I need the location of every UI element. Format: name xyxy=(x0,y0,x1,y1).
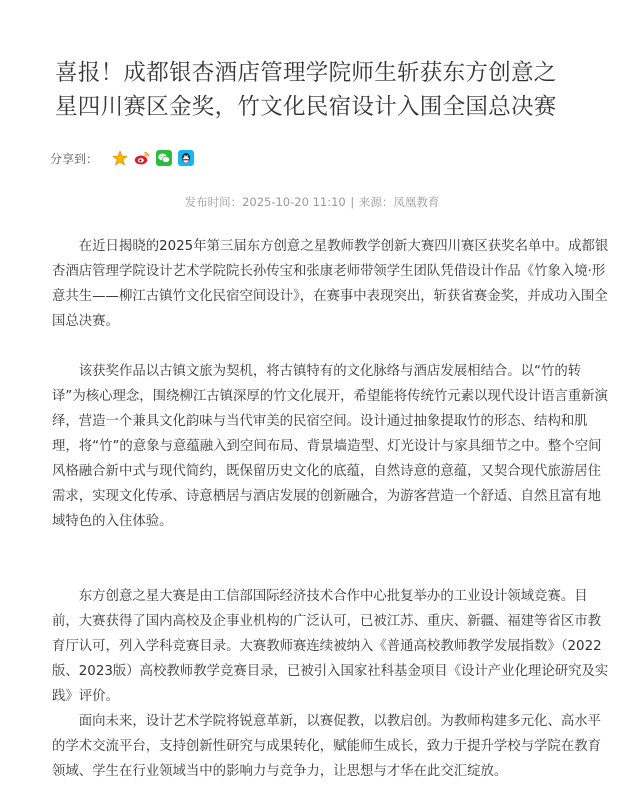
paragraph-4: 面向未来，设计艺术学院将锐意革新，以赛促教，以教启创。为教师构建多元化、高水平的学术交流平台，支持创新性研究与成果转化，赋能师生成长，致力于提升学校与学院在教育领域、学生在行业领域当中的影响力与竞争力，让思想与才华在此交汇绽放。 xyxy=(52,714,602,779)
qq-icon[interactable] xyxy=(178,150,194,166)
share-bar xyxy=(50,149,200,167)
publish-time-label: 发布时间： xyxy=(184,195,243,209)
paragraph-2: 该获奖作品以古镇文旅为契机，将古镇特有的文化脉络与酒店发展相结合。以“竹的转译”为核心理念，围绕柳江古镇深厚的竹文化展开，希望能将传统竹元素以现代设计语言重新演绎，营造一个兼具文化韵味与当代审美的民宿空间。设计通过抽象提取竹的形态、结构和肌理，将“竹”的意象与意蕴融入到空间布局、背景墙造型、灯光设计与家具细节之中。整个空间风格融合新中式与现代简约，既保留历史文化的底蕴，自然诗意的意蕴，又契合现代旅游居住需求，实现文化传承、诗意栖居与酒店发展的创新融合，为游客营造一个舒适、自然且富有地域特色的入住体验。 xyxy=(52,364,608,529)
meta-separator: | xyxy=(350,195,355,209)
article-body xyxy=(52,234,610,784)
article-title-line2: 星四川赛区金奖，竹文化民宿设计入围全国总决赛 xyxy=(55,94,557,120)
article-title-line1: 喜报！成都银杏酒店管理学院师生斩获东方创意之 xyxy=(55,60,557,86)
paragraph-1: 在近日揭晓的2025年第三届东方创意之星教师教学创新大赛四川赛区获奖名单中。成都银杏酒店管理学院设计艺术学院院长孙传宝和张康老师带领学生团队凭借设计作品《竹象入境·形意共生——柳江古镇竹文化民宿空间设计》，在赛事中表现突出，斩获省赛金奖，并成功入围全国总决赛。 xyxy=(52,239,609,329)
article-meta xyxy=(0,194,624,210)
share-label: 分享到： xyxy=(50,151,99,166)
paragraph-3: 东方创意之星大赛是由工信部国际经济技术合作中心批复举办的工业设计领域竞赛。目前，大赛获得了国内高校及企事业机构的广泛认可，已被江苏、重庆、新疆、福建等省区市教育厅认可，列入学科竞赛目录。大赛教师赛连续被纳入《普通高校教师教学发展指数》（2022版、2023版）高校教师教学竞赛目录，已被引入国家社科基金项目《设计产业化理论研究及实践》评价。 xyxy=(52,589,609,704)
source-name: 凤凰教育 xyxy=(393,195,440,209)
weibo-icon[interactable] xyxy=(134,150,150,166)
article-title xyxy=(55,56,600,124)
source-label: 来源： xyxy=(358,195,394,209)
wechat-icon[interactable] xyxy=(156,150,172,166)
publish-time: 2025-10-20 11:10 xyxy=(242,195,346,209)
qzone-star-icon[interactable] xyxy=(112,150,128,166)
